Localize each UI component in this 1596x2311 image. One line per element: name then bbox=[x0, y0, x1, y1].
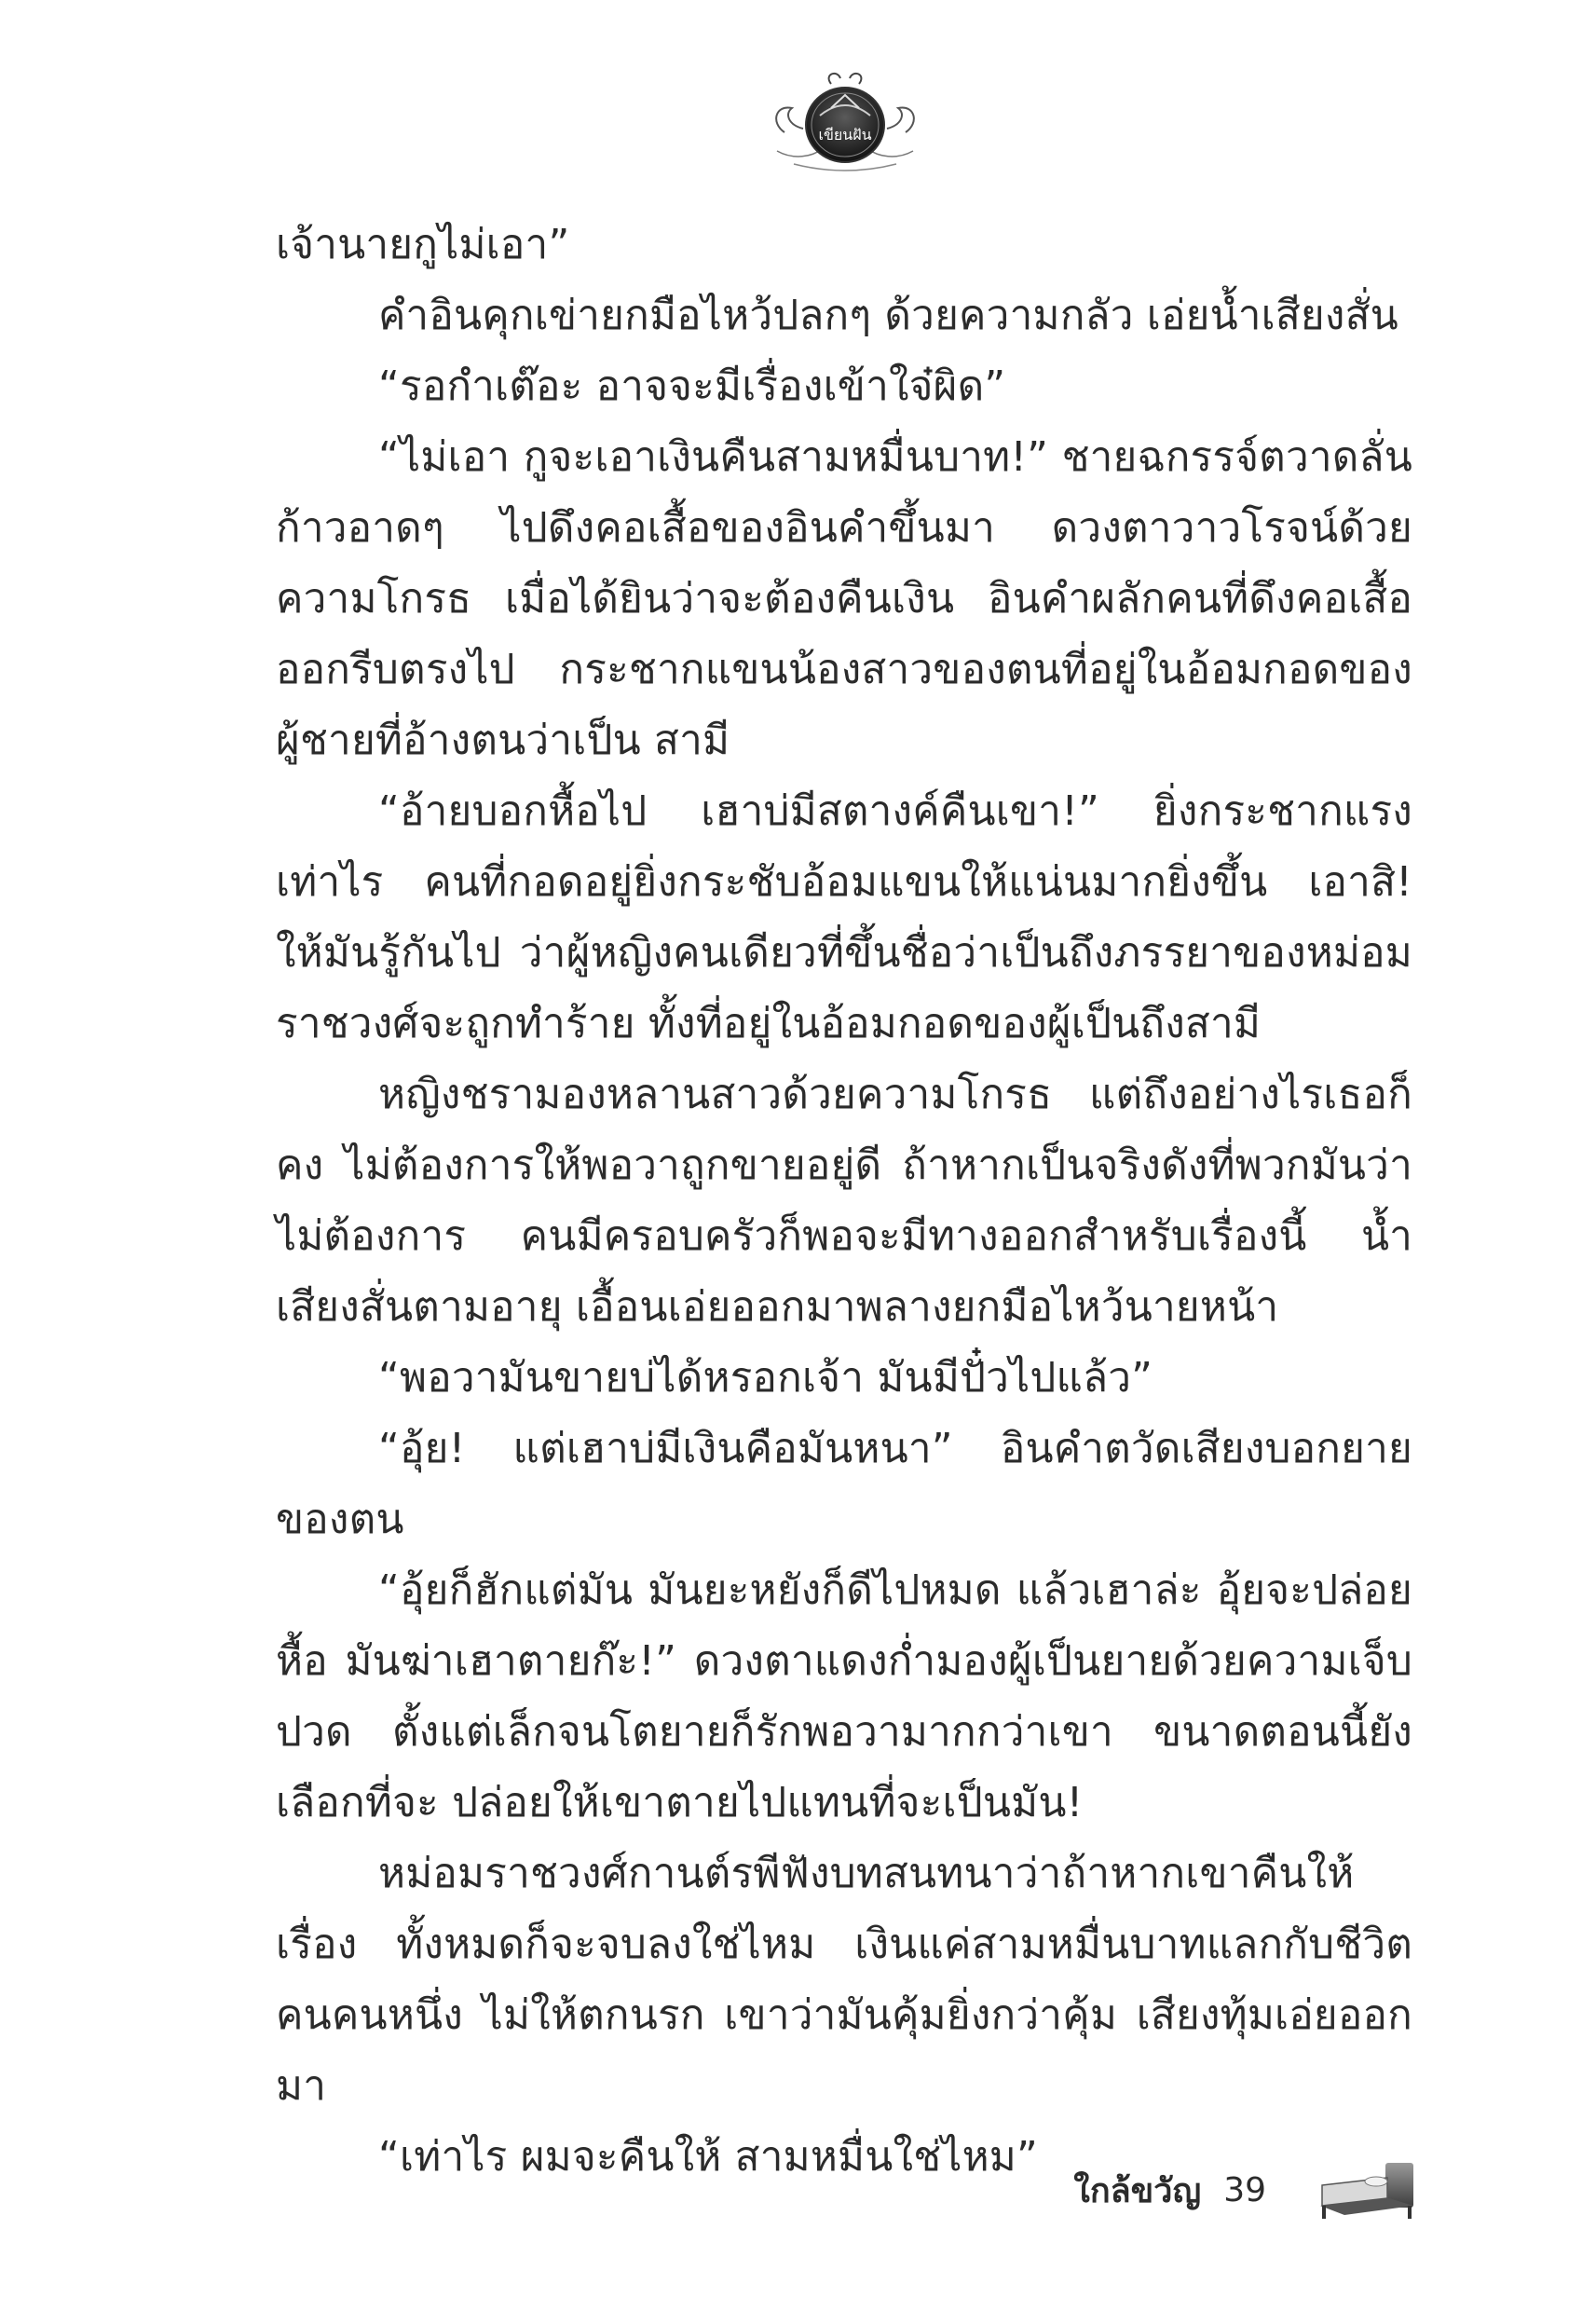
paragraph: “ไม่เอา กูจะเอาเงินคืนสามหมื่นบาท!” ชายฉกรรจ์ตวาดลั่น ก้าวอาดๆ ไปดึงคอเสื้อของอินคำขึ้นมา ดวงตาวาวโรจน์ด้วยความโกรธ เมื่อได้ยินว่าจะต้องคืนเงิน อินคำผลักคนที่ดึงคอเสื้อออกรีบตรงไป กระชากแขนน้องสาวของตนที่อยู่ในอ้อมกอดของผู้ชายที่อ้างตนว่าเป็น สามี bbox=[276, 433, 1412, 764]
paragraph: “อุ้ย! แต่เฮาบ่มีเงินคือมันหนา” อินคำตวัดเสียงบอกยายของตน bbox=[276, 1425, 1412, 1543]
chapter-text bbox=[276, 210, 1412, 2193]
paragraph: คำอินคุกเข่ายกมือไหว้ปลกๆ ด้วยความกลัว เอ่ยน้ำเสียงสั่น bbox=[378, 292, 1398, 339]
paragraph: หม่อมราชวงศ์กานต์รพีฟังบทสนทนาว่าถ้าหากเขาคืนให้เรื่อง ทั้งหมดก็จะจบลงใช่ไหม เงินแค่สามหมื่นบาทแลกกับชีวิตคนคนหนึ่ง ไม่ให้ตกนรก เขาว่ามันคุ้มยิ่งกว่าคุ้ม เสียงทุ้มเอ่ยออกมา bbox=[276, 1850, 1412, 2110]
paragraph: “อุ้ยก็ฮักแต่มัน มันยะหยังก็ดีไปหมด แล้วเฮาล่ะ อุ้ยจะปล่อยหื้อ มันฆ่าเฮาตายก๊ะ!” ดวงตาแดงก่ำมองผู้เป็นยายด้วยความเจ็บปวด ตั้งแต่เล็กจนโตยายก็รักพอวามากกว่าเขา ขนาดตอนนี้ยังเลือกที่จะ ปล่อยให้เขาตายไปแทนที่จะเป็นมัน! bbox=[276, 1566, 1412, 1826]
paragraph: “รอกำเต๊อะ อาจจะมีเรื่องเข้าใจ๋ผิด” bbox=[378, 362, 1006, 410]
bed-icon bbox=[1316, 2157, 1419, 2222]
paragraph: “พอวามันขายบ่ได้หรอกเจ้า มันมีปั๋วไปแล้ว” bbox=[378, 1354, 1153, 1402]
paragraph: หญิงชรามองหลานสาวด้วยความโกรธ แต่ถึงอย่างไรเธอก็คง ไม่ต้องการให้พอวาถูกขายอยู่ดี ถ้าหากเป็นจริงดังที่พวกมันว่าไม่ต้องการ คนมีครอบครัวก็พอจะมีทางออกสำหรับเรื่องนี้ น้ำเสียงสั่นตามอายุ เอื้อนเอ่ยออกมาพลางยกมือไหว้นายหน้า bbox=[276, 1071, 1412, 1331]
page-number: 39 bbox=[1223, 2170, 1266, 2209]
paragraph: เจ้านายกูไม่เอา” bbox=[276, 221, 570, 268]
page-footer bbox=[1073, 2153, 1419, 2227]
paragraph: “เท่าไร ผมจะคืนให้ สามหมื่นใช่ไหม” bbox=[378, 2133, 1039, 2181]
ornamental-seal-icon bbox=[766, 67, 924, 179]
paragraph: “อ้ายบอกหื้อไป เฮาบ่มีสตางค์คืนเขา!” ยิ่งกระชากแรงเท่าไร คนที่กอดอยู่ยิ่งกระชับอ้อมแขนให้แน่นมากยิ่งขึ้น เอาสิ! ให้มันรู้กันไป ว่าผู้หญิงคนเดียวที่ขึ้นชื่อว่าเป็นถึงภรรยาของหม่อมราชวงศ์จะถูกทำร้าย ทั้งที่อยู่ในอ้อมกอดของผู้เป็นถึงสามี bbox=[276, 787, 1412, 1047]
running-title: ใกล้ขวัญ bbox=[1073, 2171, 1202, 2210]
logo-text: เขียนฝัน bbox=[818, 126, 872, 144]
